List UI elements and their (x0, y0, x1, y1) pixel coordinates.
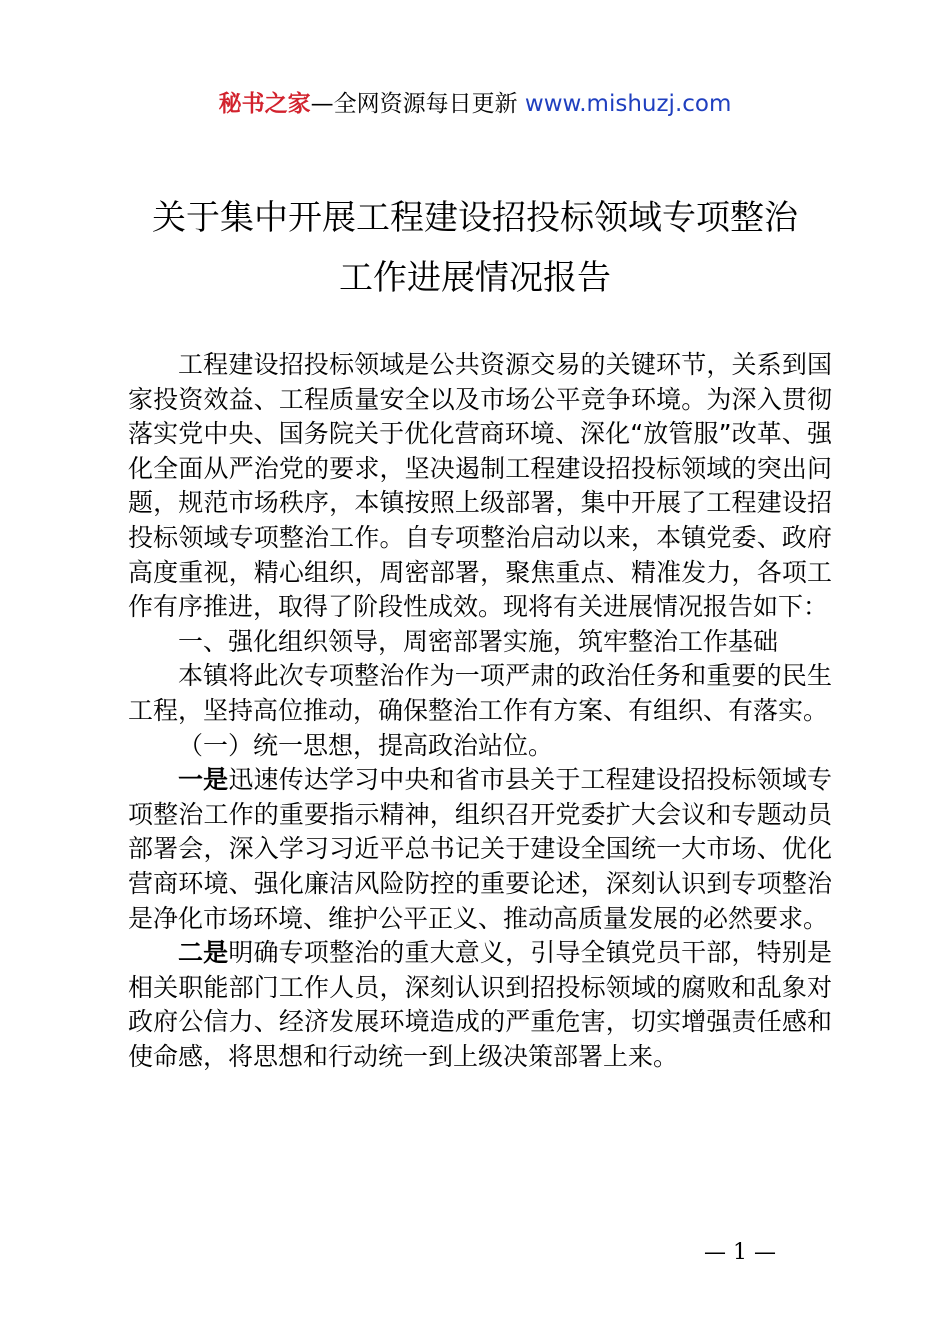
section-heading-1: 一、强化组织领导，周密部署实施，筑牢整治工作基础 (178, 626, 779, 656)
document-title (0, 188, 950, 308)
point-two-text: 明确专项整治的重大意义，引导全镇党员干部，特别是相关职能部门工作人员，深刻认识到招投标领域的腐败和乱象对政府公信力、经济发展环境造成的严重危害，切实增强责任感和使命感，将思想和行动统一到上级决策部署上来。 (128, 938, 832, 1071)
document-body (128, 348, 832, 1074)
title-line-2: 工作进展情况报告 (339, 258, 611, 298)
section-1-paragraph: 本镇将此次专项整治作为一项严肃的政治任务和重要的民生工程，坚持高位推动，确保整治工作有方案、有组织、有落实。 (128, 661, 832, 725)
site-banner (0, 86, 950, 122)
point-two-paragraph (128, 936, 832, 1074)
brand-name: 秘书之家 (218, 91, 311, 117)
site-url-link[interactable]: www.mishuzj.com (524, 91, 732, 117)
banner-slogan: —全网资源每日更新 (310, 91, 525, 117)
point-two-lead: 二是 (178, 938, 229, 968)
point-one-paragraph (128, 763, 832, 936)
point-one-lead: 一是 (178, 765, 229, 795)
title-line-1: 关于集中开展工程建设招投标领域专项整治 (152, 198, 798, 238)
point-one-text: 迅速传达学习中央和省市县关于工程建设招投标领域专项整治工作的重要指示精神，组织召开党委扩大会议和专题动员部署会，深入学习习近平总书记关于建设全国统一大市场、优化营商环境、强化廉洁风险防控的重要论述，深刻认识到专项整治是净化市场环境、维护公平正义、推动高质量发展的必然要求。 (128, 765, 832, 933)
intro-paragraph: 工程建设招投标领域是公共资源交易的关键环节，关系到国家投资效益、工程质量安全以及市场公平竞争环境。为深入贯彻落实党中央、国务院关于优化营商环境、深化“放管服”改革、强化全面从严治党的要求，坚决遏制工程建设招投标领域的突出问题，规范市场秩序，本镇按照上级部署，集中开展了工程建设招投标领域专项整治工作。自专项整治启动以来，本镇党委、政府高度重视，精心组织，周密部署，聚焦重点、精准发力，各项工作有序推进，取得了阶段性成效。现将有关进展情况报告如下： (128, 350, 832, 622)
subsection-heading-1: （一）统一思想，提高政治站位。 (178, 730, 554, 760)
page-number: — 1 — (704, 1240, 776, 1265)
